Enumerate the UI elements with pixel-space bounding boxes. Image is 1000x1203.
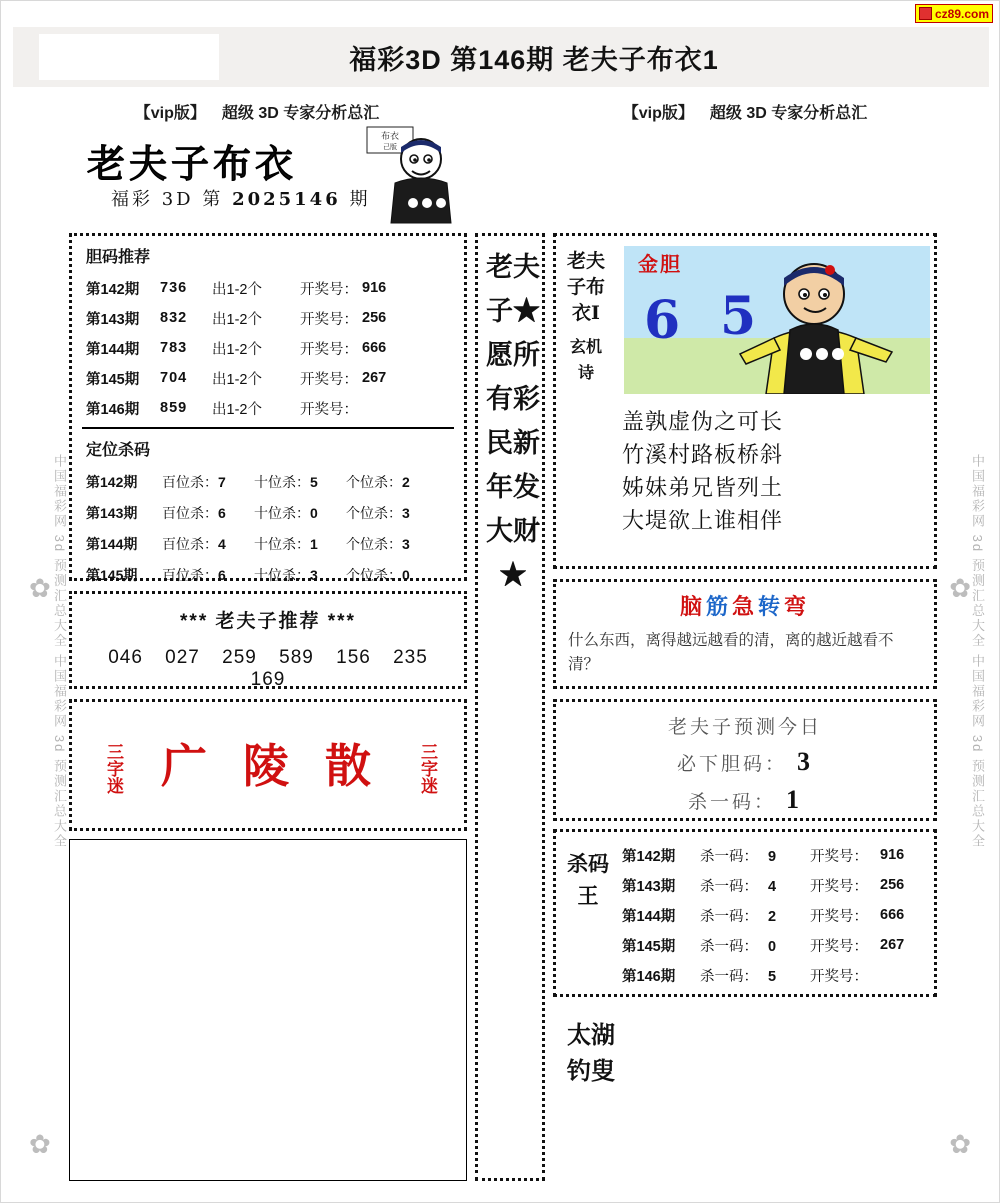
kill-value: 0 xyxy=(768,938,777,955)
period-label: 第142期 xyxy=(86,473,138,490)
ge-label: 个位杀： xyxy=(346,473,402,490)
danma-codes: 783 xyxy=(160,340,188,356)
xuanji-label-bottom: 玄机诗 xyxy=(569,337,602,382)
shi-kill xyxy=(254,503,346,523)
period-label: 第142期 xyxy=(86,281,140,298)
open-label: 开奖号： xyxy=(300,281,358,298)
open-label: 开奖号： xyxy=(810,878,868,895)
recommend-number: 169 xyxy=(250,669,286,690)
brain-teaser-section xyxy=(553,579,937,689)
open-label: 开奖号： xyxy=(810,938,868,955)
kill-cell xyxy=(700,875,810,896)
kill-value: 4 xyxy=(768,878,777,895)
bai-kill xyxy=(162,503,254,523)
brain-teaser-title: 脑筋急转弯 xyxy=(679,594,811,619)
danma-count: 出1-2个 xyxy=(212,281,262,298)
shi-label: 十位杀： xyxy=(254,535,310,552)
recommend-number: 027 xyxy=(165,647,200,668)
mascot-illustration-icon xyxy=(365,125,461,225)
poem-line: 大堤欲上谁相伴 xyxy=(622,509,784,534)
blank-ad-area xyxy=(69,839,467,1181)
table-row xyxy=(72,363,464,393)
kill-cell xyxy=(700,935,810,956)
shi-value: 5 xyxy=(310,473,318,490)
shi-label: 十位杀： xyxy=(254,473,310,490)
ge-label: 个位杀： xyxy=(346,566,402,583)
brand-logo-block xyxy=(69,123,467,227)
bai-label: 百位杀： xyxy=(162,535,218,552)
bai-label: 百位杀： xyxy=(162,566,218,583)
open-label: 开奖号： xyxy=(300,341,358,358)
vip-banner-right xyxy=(501,96,989,126)
doodle-icon: ✿ xyxy=(29,573,51,603)
forecast-danma-value: 3 xyxy=(797,747,813,776)
center-slogan-text: 老夫子★愿所有彩民新年发大财★ xyxy=(486,252,540,591)
kill-code-king-label: 杀码王 xyxy=(567,851,609,908)
period-label: 第143期 xyxy=(86,311,140,328)
period-label: 第144期 xyxy=(86,535,138,552)
dingwei-title: 定位杀码 xyxy=(86,442,151,459)
shi-label: 十位杀： xyxy=(254,504,310,521)
danma-count: 出1-2个 xyxy=(212,311,262,328)
ge-kill xyxy=(346,534,438,554)
ge-value: 3 xyxy=(402,504,410,521)
shi-kill xyxy=(254,472,346,492)
poem-line: 竹溪村路板桥斜 xyxy=(622,443,784,468)
forecast-kill-row xyxy=(556,785,934,815)
bai-value: 6 xyxy=(218,566,226,583)
brand-logo-subtitle xyxy=(111,185,370,211)
recommend-number: 156 xyxy=(336,647,371,668)
poem-line: 盖孰虚伪之可长 xyxy=(622,410,784,435)
danma-count: 出1-2个 xyxy=(212,401,262,418)
section-divider xyxy=(82,427,454,429)
kill-label: 杀一码： xyxy=(700,938,758,955)
bai-value: 4 xyxy=(218,535,226,552)
table-row xyxy=(72,497,464,528)
shi-kill xyxy=(254,565,346,585)
shi-kill xyxy=(254,534,346,554)
xuanji-poem xyxy=(622,406,922,538)
open-label: 开奖号： xyxy=(810,908,868,925)
bai-value: 6 xyxy=(218,504,226,521)
ge-value: 3 xyxy=(402,535,410,552)
logo-sub-suffix: 期 xyxy=(349,189,371,210)
bai-kill xyxy=(162,565,254,585)
open-number: 666 xyxy=(880,907,905,923)
table-row xyxy=(622,870,932,900)
open-number: 916 xyxy=(880,847,905,863)
period-label: 第145期 xyxy=(86,371,140,388)
period-label: 第142期 xyxy=(622,848,676,865)
svg-text:布衣: 布衣 xyxy=(380,132,400,142)
kill-label: 杀一码： xyxy=(700,908,758,925)
taihu-label: 太湖钓叟 xyxy=(567,1020,615,1085)
open-label: 开奖号： xyxy=(810,968,868,985)
recommend-number: 589 xyxy=(279,647,314,668)
brand-label: cz89.com xyxy=(934,6,989,21)
kill-label: 杀一码： xyxy=(700,968,758,985)
ge-label: 个位杀： xyxy=(346,504,402,521)
open-number: 256 xyxy=(880,877,905,893)
vip-tag-left: 【vip版】 xyxy=(134,104,206,122)
logo-sub-prefix: 福彩 3D 第 xyxy=(111,189,224,210)
riddle-tag-right: 三字迷 xyxy=(418,742,437,794)
table-row xyxy=(72,393,464,423)
period-label: 第146期 xyxy=(86,401,140,418)
page-title: 福彩3D 第146期 老夫子布衣1 xyxy=(349,44,719,75)
table-row xyxy=(72,273,464,303)
shi-value: 1 xyxy=(310,535,318,552)
open-number: 916 xyxy=(362,280,387,296)
danma-count: 出1-2个 xyxy=(212,371,262,388)
period-label: 第144期 xyxy=(86,341,140,358)
period-label: 第145期 xyxy=(622,938,676,955)
period-label: 第144期 xyxy=(622,908,676,925)
recommend-number: 235 xyxy=(393,647,428,668)
forecast-danma-label: 必下胆码： xyxy=(676,753,787,775)
period-label: 第143期 xyxy=(622,878,676,895)
open-label: 开奖号： xyxy=(810,848,868,865)
recommend-numbers xyxy=(72,647,464,691)
open-number: 267 xyxy=(880,937,905,953)
ge-kill xyxy=(346,565,438,585)
period-label: 第145期 xyxy=(86,566,138,583)
cartoon-illustration xyxy=(624,246,930,394)
poem-line: 姊妹弟兄皆列土 xyxy=(622,476,784,501)
table-row xyxy=(622,960,932,990)
danma-codes: 859 xyxy=(160,400,188,416)
riddle-tag-left: 三字迷 xyxy=(104,742,123,794)
bai-kill xyxy=(162,534,254,554)
table-row xyxy=(72,559,464,590)
xuanji-label-top: 老夫子布衣Ⅰ xyxy=(566,250,605,324)
open-number: 256 xyxy=(362,310,387,326)
danma-codes: 832 xyxy=(160,310,188,326)
doodle-icon: ✿ xyxy=(949,573,971,603)
kill-value: 5 xyxy=(768,968,777,985)
table-row xyxy=(622,900,932,930)
table-row xyxy=(72,528,464,559)
danma-title: 胆码推荐 xyxy=(86,249,151,266)
kill-label: 杀一码： xyxy=(700,848,758,865)
shi-value: 0 xyxy=(310,504,318,521)
bai-value: 7 xyxy=(218,473,226,490)
table-row xyxy=(622,840,932,870)
jindan-label: 金胆 xyxy=(638,254,682,276)
center-slogan-strip xyxy=(475,233,545,1181)
table-row xyxy=(72,466,464,497)
open-number: 666 xyxy=(362,340,387,356)
kill-label: 杀一码： xyxy=(700,878,758,895)
vip-banner-left xyxy=(13,96,501,126)
danma-section xyxy=(69,233,467,581)
forecast-section xyxy=(553,699,937,821)
danma-codes: 736 xyxy=(160,280,188,296)
kill-cell xyxy=(700,845,810,866)
cartoon-number-1: 6 xyxy=(644,290,681,351)
title-band xyxy=(13,27,989,87)
brand-logo-title: 老夫子布衣 xyxy=(87,141,298,186)
kill-value: 2 xyxy=(768,908,777,925)
table-row xyxy=(72,333,464,363)
ge-kill xyxy=(346,472,438,492)
bai-label: 百位杀： xyxy=(162,473,218,490)
logo-issue-number: 2025146 xyxy=(232,189,341,210)
taihu-section xyxy=(553,1007,937,1181)
three-word-riddle-section xyxy=(69,699,467,831)
vip-banner-row xyxy=(13,96,989,126)
kill-code-king-section xyxy=(553,829,937,997)
kill-value: 9 xyxy=(768,848,777,865)
side-decoration-right: 中国福彩网 3d 预测汇总大全 中国福彩网 3d 预测汇总大全 xyxy=(970,453,985,849)
svg-text:己版: 己版 xyxy=(383,143,397,151)
xuanji-poem-section xyxy=(553,233,937,569)
forecast-headline: 老夫子预测今日 xyxy=(667,716,822,738)
brand-square-icon xyxy=(919,7,932,20)
brand-badge[interactable] xyxy=(915,4,993,23)
vip-tag-right: 【vip版】 xyxy=(622,104,694,122)
kill-code-table xyxy=(622,840,932,990)
ge-value: 0 xyxy=(402,566,410,583)
shi-label: 十位杀： xyxy=(254,566,310,583)
bai-kill xyxy=(162,472,254,492)
doodle-icon: ✿ xyxy=(29,1129,51,1159)
kill-cell xyxy=(700,905,810,926)
recommend-number: 046 xyxy=(108,647,143,668)
cartoon-number-2: 5 xyxy=(720,286,757,347)
xuanji-side-label xyxy=(564,248,608,386)
forecast-kill-label: 杀一码： xyxy=(687,791,776,813)
open-label: 开奖号： xyxy=(300,311,358,328)
ge-label: 个位杀： xyxy=(346,535,402,552)
danma-count: 出1-2个 xyxy=(212,341,262,358)
cartoon-character-icon xyxy=(624,246,930,394)
recommend-number: 259 xyxy=(222,647,257,668)
forecast-kill-value: 1 xyxy=(786,785,802,814)
open-label: 开奖号： xyxy=(300,371,358,388)
vip-text-right: 超级 3D 专家分析总汇 xyxy=(709,104,868,122)
kill-cell xyxy=(700,965,810,986)
ge-kill xyxy=(346,503,438,523)
shi-value: 3 xyxy=(310,566,318,583)
period-label: 第146期 xyxy=(622,968,676,985)
period-label: 第143期 xyxy=(86,504,138,521)
open-number: 267 xyxy=(362,370,387,386)
top-bar xyxy=(1,1,1000,25)
recommend-section xyxy=(69,591,467,689)
danma-codes: 704 xyxy=(160,370,188,386)
table-row xyxy=(72,303,464,333)
ge-value: 2 xyxy=(402,473,410,490)
doodle-icon: ✿ xyxy=(949,1129,971,1159)
brain-teaser-question: 什么东西，离得越远越看的清，离的越近越看不清？ xyxy=(568,632,894,673)
vip-text-left: 超级 3D 专家分析总汇 xyxy=(221,104,380,122)
recommend-title: *** 老夫子推荐 *** xyxy=(180,611,356,632)
table-row xyxy=(622,930,932,960)
riddle-word: 广 陵 散 xyxy=(160,739,382,793)
side-decoration-left: 中国福彩网 3d 预测汇总大全 中国福彩网 3d 预测汇总大全 xyxy=(52,453,67,849)
bai-label: 百位杀： xyxy=(162,504,218,521)
title-logo-placeholder xyxy=(39,34,219,80)
open-label: 开奖号： xyxy=(300,401,358,418)
forecast-danma-row xyxy=(556,747,934,777)
